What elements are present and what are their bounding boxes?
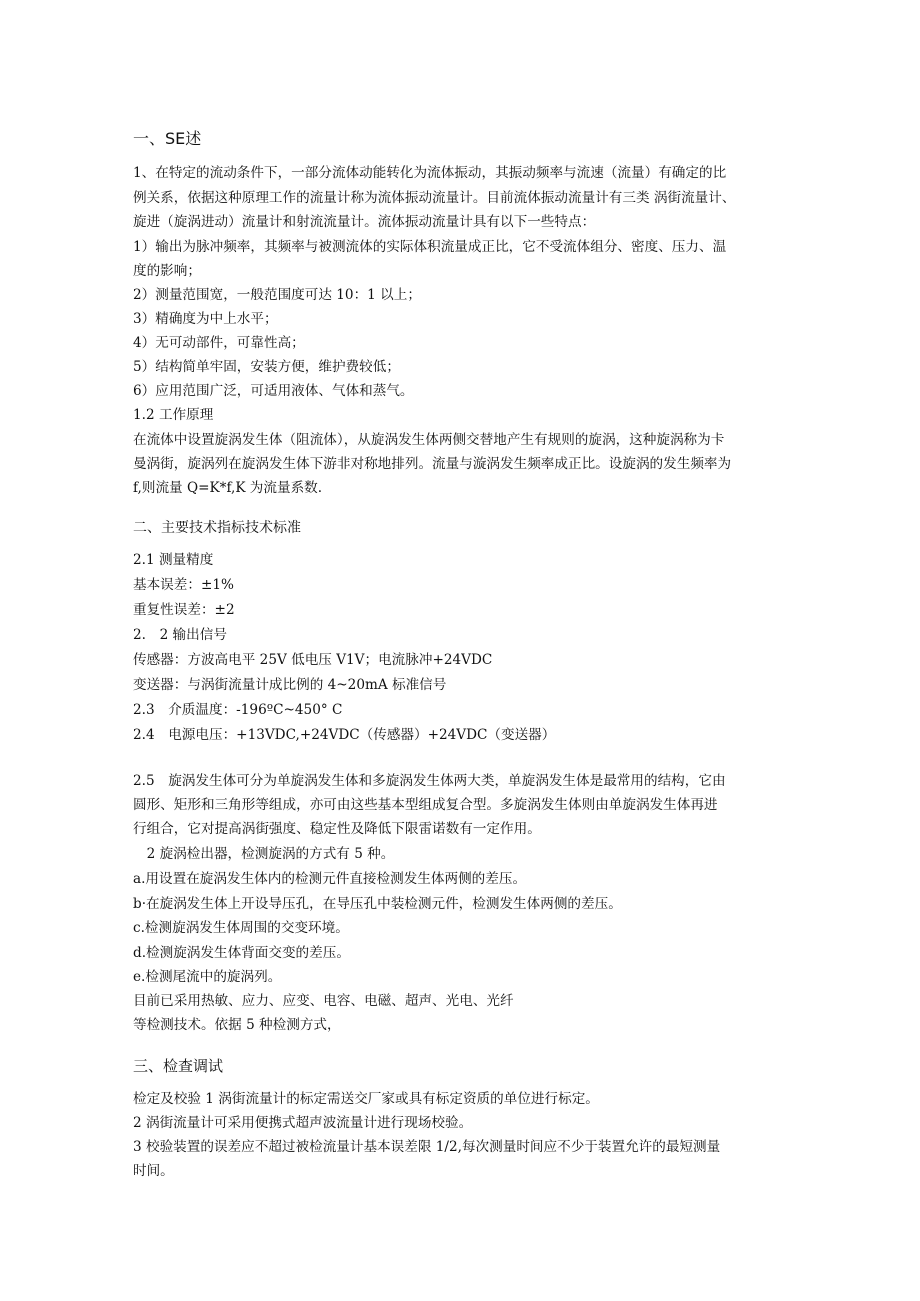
inspection-line: 检定及校验 1 涡街流量计的标定需送交厂家或具有标定资质的单位进行标定。	[133, 1091, 599, 1107]
principle-title: 1.2 工作原理	[133, 407, 214, 423]
spec-line: 2.1 测量精度	[133, 552, 214, 568]
feature-line: 3）精确度为中上水平；	[133, 311, 278, 327]
section1-heading: 一、SE述	[133, 129, 202, 148]
feature-line: 度的影响；	[133, 263, 201, 279]
spec-line: 2.4 电源电压：+13VDC,+24VDC（传感器）+24VDC（变送器）	[133, 727, 556, 743]
spec-line: 2.3 介质温度：-196ºC~450° C	[133, 702, 343, 718]
feature-line: 1）输出为脉冲频率，其频率与被测流体的实际体积流量成正比，它不受流体组分、密度、压力、温	[133, 239, 727, 255]
spec-line: 重复性误差：±2	[133, 602, 235, 618]
vortex-line: e.检测尾流中的旋涡列。	[133, 969, 282, 985]
inspection-line: 2 涡街流量计可采用便携式超声波流量计进行现场校验。	[133, 1115, 473, 1131]
vortex-line: c.检测旋涡发生体周围的交变环境。	[133, 920, 349, 936]
intro-line: 1、在特定的流动条件下，一部分流体动能转化为流体振动，其振动频率与流速（流量）有确定的比	[133, 165, 727, 181]
inspection-line: 时间。	[133, 1163, 174, 1179]
spec-line: 传感器：方波高电平 25V 低电压 V1V；电流脉冲+24VDC	[133, 652, 493, 668]
vortex-line: 圆形、矩形和三角形等组成，亦可由这些基本型组成复合型。多旋涡发生体则由单旋涡发生体再进	[133, 797, 718, 813]
vortex-line: 等检测技术。依据 5 种检测方式，	[133, 1017, 341, 1033]
spec-line: 变送器：与涡街流量计成比例的 4~20mA 标准信号	[133, 677, 447, 693]
principle-line: 曼涡街，旋涡列在旋涡发生体下游非对称地排列。流量与漩涡发生频率成正比。设旋涡的发生频率为	[133, 456, 732, 472]
principle-line: 在流体中设置旋涡发生体（阻流体），从旋涡发生体两侧交替地产生有规则的旋涡，这种旋涡称为卡	[133, 432, 725, 448]
vortex-line: 行组合，它对提高涡街强度、稳定性及降低下限雷诺数有一定作用。	[133, 821, 541, 837]
feature-line: 6）应用范围广泛，可适用液体、气体和蒸气。	[133, 383, 414, 399]
vortex-line: 2.5 旋涡发生体可分为单旋涡发生体和多旋涡发生体两大类，单旋涡发生体是最常用的结构，它由	[133, 773, 726, 789]
vortex-line: b·在旋涡发生体上开设导压孔，在导压孔中装检测元件，检测发生体两侧的差压。	[133, 896, 622, 912]
section2-heading: 二、主要技术指标技术标准	[133, 520, 301, 536]
feature-line: 5）结构简单牢固，安装方便，维护费较低；	[133, 359, 400, 375]
vortex-line: d.检测旋涡发生体背面交变的差压。	[133, 945, 350, 961]
feature-line: 4）无可动部件，可靠性高；	[133, 335, 305, 351]
vortex-line: 2 旋涡检出器，检测旋涡的方式有 5 种。	[133, 846, 395, 862]
spec-line: 基本误差：±1%	[133, 577, 234, 593]
intro-line: 例关系，依据这种原理工作的流量计称为流体振动流量计。目前流体振动流量计有三类 涡街流量计、	[133, 190, 736, 206]
inspection-line: 3 校验装置的误差应不超过被检流量计基本误差限 1/2,每次测量时间应不少于装置允许的最短测量	[133, 1139, 721, 1155]
vortex-line: a.用设置在旋涡发生体内的检测元件直接检测发生体两侧的差压。	[133, 871, 527, 887]
intro-line: 旋进（旋涡进动）流量计和射流流量计。流体振动流量计具有以下一些特点：	[133, 214, 596, 230]
section3-heading: 三、检查调试	[133, 1057, 224, 1075]
spec-line: 2. 2 输出信号	[133, 627, 227, 643]
vortex-line: 目前已采用热敏、应力、应变、电容、电磁、超声、光电、光纤	[133, 993, 514, 1009]
principle-line: f,则流量 Q=K*f,K 为流量系数.	[133, 480, 323, 496]
feature-line: 2）测量范围宽，一般范围度可达 10：1 以上；	[133, 287, 421, 303]
